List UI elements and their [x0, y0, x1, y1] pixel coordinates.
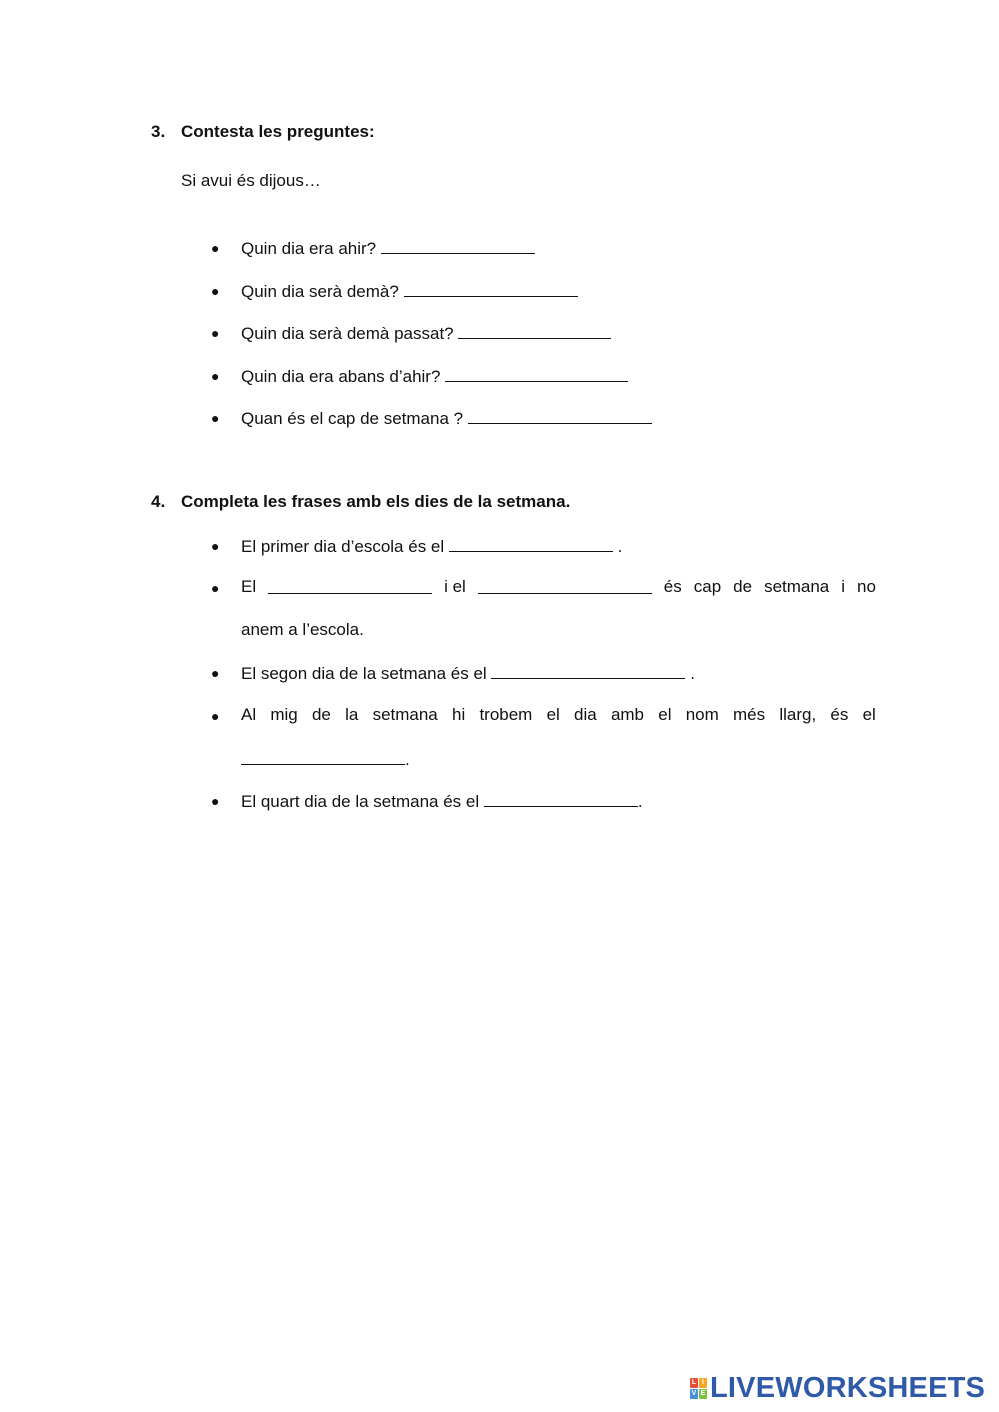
sentence-end: . — [637, 792, 643, 811]
word: Al — [241, 705, 257, 724]
sentence-end: . — [617, 537, 623, 556]
word: nom — [685, 705, 719, 724]
sentence-weekend-line1 — [241, 577, 876, 597]
word: més — [732, 705, 766, 724]
word: és — [830, 705, 849, 724]
answer-blank[interactable] — [404, 280, 578, 297]
liveworksheets-logo — [690, 1372, 985, 1404]
answer-blank[interactable] — [491, 662, 685, 679]
word: hi — [451, 705, 466, 724]
sentence-middle-day-line2 — [241, 748, 410, 770]
word: és — [663, 577, 682, 596]
sentence-weekend-line2: anem a l’escola. — [241, 620, 364, 639]
word: dia — [574, 705, 597, 724]
sentence-fourth-day — [241, 790, 643, 812]
sentence-text: El quart dia de la setmana és el — [241, 792, 480, 811]
word: amb — [610, 705, 645, 724]
section4-title: Completa les frases amb els dies de la setmana. — [181, 492, 571, 511]
sentence-first-school-day — [241, 535, 622, 557]
bullet-icon: ● — [211, 368, 220, 384]
word: i el — [444, 577, 466, 596]
answer-blank[interactable] — [445, 365, 628, 382]
bullet-icon: ● — [211, 410, 220, 426]
answer-blank[interactable] — [478, 577, 652, 594]
sentence-text: El primer dia d’escola és el — [241, 537, 445, 556]
word: llarg, — [779, 705, 817, 724]
sentence-end: . — [405, 750, 410, 769]
word: i — [841, 577, 846, 596]
bullet-icon: ● — [211, 325, 220, 341]
question-text: Quin dia serà demà passat? — [241, 324, 454, 343]
answer-blank[interactable] — [468, 407, 652, 424]
word: setmana — [764, 577, 830, 596]
logo-tiles-icon — [690, 1378, 707, 1399]
word: setmana — [372, 705, 438, 724]
question-text: Quin dia serà demà? — [241, 282, 399, 301]
word: de — [733, 577, 753, 596]
word: el — [546, 705, 560, 724]
sentence-end: . — [690, 664, 695, 683]
logo-text: LIVEWORKSHEETS — [710, 1371, 986, 1404]
question-weekend — [241, 407, 652, 429]
bullet-icon: ● — [211, 665, 220, 681]
sentence-second-day — [241, 662, 695, 684]
word: cap — [693, 577, 722, 596]
logo-tile: I — [699, 1378, 707, 1388]
bullet-icon: ● — [211, 240, 220, 256]
word: la — [345, 705, 359, 724]
question-text: Quin dia era ahir? — [241, 239, 377, 258]
word: de — [311, 705, 331, 724]
sentence-text: El segon dia de la setmana és el — [241, 664, 487, 683]
question-day-after-tomorrow — [241, 322, 611, 344]
answer-blank[interactable] — [241, 748, 405, 765]
section3-number: 3. — [151, 122, 166, 141]
question-yesterday — [241, 237, 535, 259]
question-tomorrow — [241, 280, 578, 302]
word: mig — [270, 705, 298, 724]
answer-blank[interactable] — [458, 322, 611, 339]
section4-number: 4. — [151, 492, 166, 511]
answer-blank[interactable] — [268, 577, 432, 594]
bullet-icon: ● — [211, 538, 220, 554]
bullet-icon: ● — [211, 580, 220, 596]
logo-tile: V — [691, 1389, 697, 1397]
question-day-before-yesterday — [241, 365, 628, 387]
answer-blank[interactable] — [449, 535, 613, 552]
word: el — [862, 705, 876, 724]
logo-tile: L — [691, 1378, 697, 1386]
bullet-icon: ● — [211, 793, 220, 809]
sentence-middle-day-line1 — [241, 705, 876, 725]
word: trobem — [479, 705, 533, 724]
bullet-icon: ● — [211, 283, 220, 299]
word: el — [658, 705, 672, 724]
question-text: Quan és el cap de setmana ? — [241, 409, 464, 428]
section3-intro: Si avui és dijous… — [181, 171, 321, 190]
answer-blank[interactable] — [381, 237, 535, 254]
word: no — [857, 577, 876, 596]
answer-blank[interactable] — [484, 790, 638, 807]
logo-tile: E — [700, 1389, 706, 1397]
section3-title: Contesta les preguntes: — [181, 122, 375, 141]
bullet-icon: ● — [211, 708, 220, 724]
question-text: Quin dia era abans d’ahir? — [241, 367, 441, 386]
word: El — [241, 577, 257, 596]
